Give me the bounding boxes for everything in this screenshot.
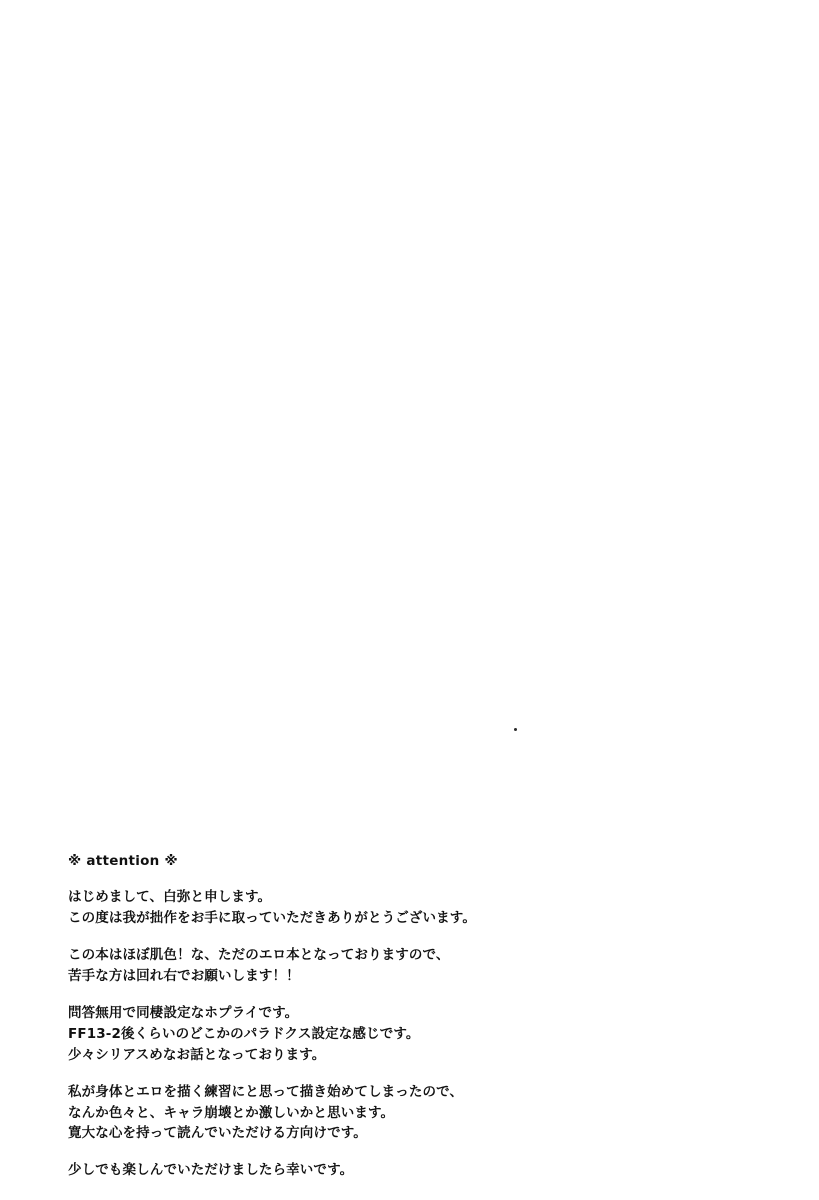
attention-line: 寛大な心を持って読んでいただける方向けです。 (68, 1125, 367, 1142)
ink-dot-mark (514, 728, 517, 731)
attention-line: なんか色々と、キャラ崩壊とか激しいかと思います。 (68, 1104, 395, 1121)
attention-paragraph (68, 1003, 708, 1066)
attention-line: はじめまして、白弥と申します。 (68, 889, 272, 906)
attention-paragraph (68, 945, 708, 987)
attention-note (68, 853, 708, 1181)
attention-heading: ※ attention ※ (68, 853, 178, 869)
attention-line: 問答無用で同棲設定なホプライです。 (68, 1004, 299, 1021)
attention-line: この度は我が拙作をお手に取っていただきありがとうございます。 (68, 910, 476, 927)
attention-paragraph (68, 1160, 708, 1181)
attention-line: 苦手な方は回れ右でお願いします！！ (68, 967, 300, 984)
attention-line: 少々シリアスめなお話となっております。 (68, 1046, 326, 1063)
attention-paragraph (68, 887, 708, 929)
attention-line: この本はほぼ肌色！な、ただのエロ本となっておりますので、 (68, 947, 450, 964)
attention-paragraph (68, 1082, 708, 1145)
attention-line: 私が身体とエロを描く練習にと思って描き始めてしまったので、 (68, 1083, 464, 1100)
attention-line: FF13-2後くらいのどこかのパラドクス設定な感じです。 (68, 1025, 420, 1042)
attention-line: 少しでも楽しんでいただけましたら幸いです。 (68, 1162, 354, 1179)
